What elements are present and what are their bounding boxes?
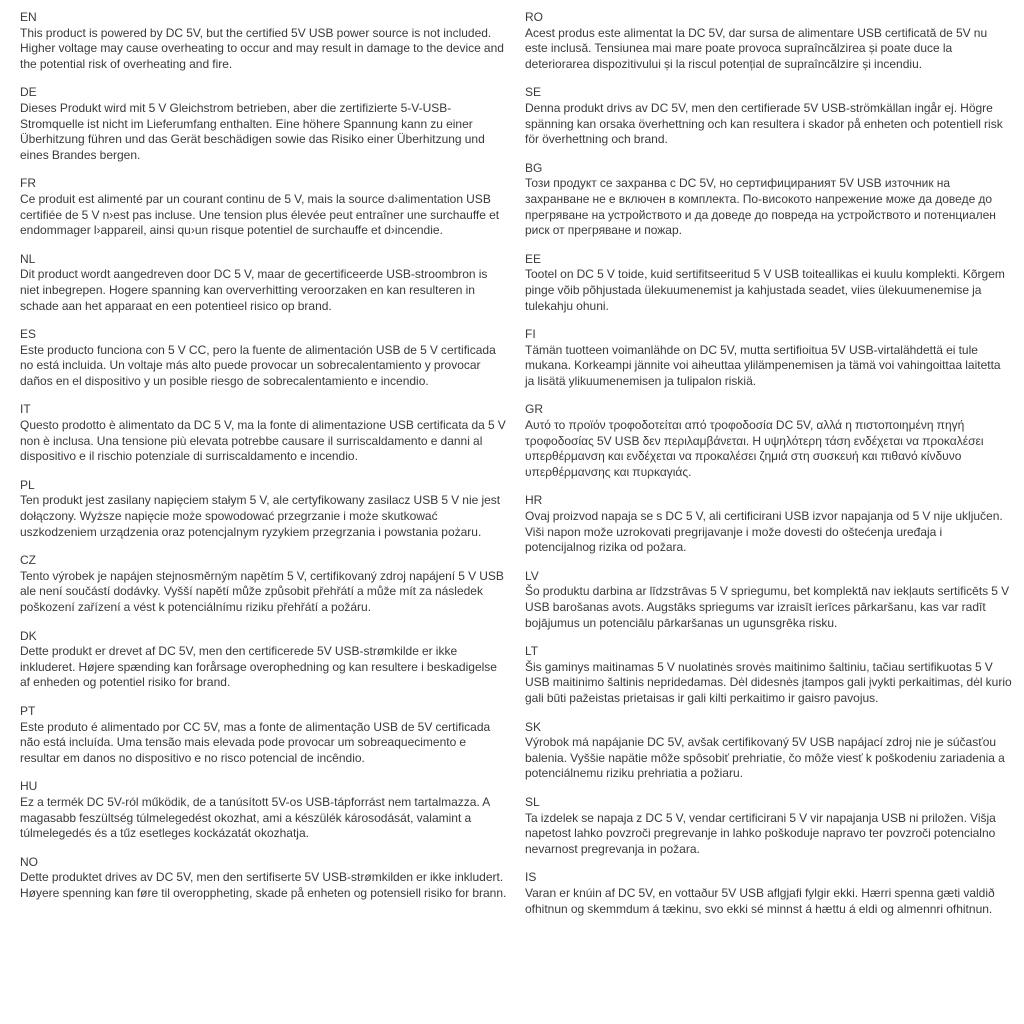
language-block-fr xyxy=(20,176,507,238)
language-paragraph: Dieses Produkt wird mit 5 V Gleichstrom betrieben, aber die zertifizierte 5-V-USB-Stromquelle ist nicht im Lieferumfang enthalten. Eine höhere Spannung kann zu einer Überhitzung führen und das Gerät beschädigen sowie das Risiko einer Überhitzung und eines Brandes bergen. xyxy=(20,100,485,162)
language-code-label: NO xyxy=(20,854,38,869)
language-block-hu xyxy=(20,779,507,841)
language-code-label: EN xyxy=(20,10,37,24)
language-paragraph: Denna produkt drivs av DC 5V, men den certifierade 5V USB-strömkällan ingår ej. Högre spänning kan orsaka överhettning och kan resultera i skador på enheten och potentiell risk för överhettning och brand. xyxy=(525,100,1003,147)
language-block-pt xyxy=(20,704,507,766)
language-paragraph: Dit product wordt aangedreven door DC 5 V, maar de gecertificeerde USB-stroombron is niet inbegrepen. Hogere spanning kan oververhitting veroorzaken en kan resulteren in schade aan het apparaat en een potentieel risico op brand. xyxy=(20,267,488,313)
language-paragraph: Ez a termék DC 5V-ról működik, de a tanúsított 5V-os USB-tápforrást nem tartalmazza. A magasabb feszültség túlmelegedést okozhat, ami a készülék károsodását, valamint a túlmelegedés és a tűz esetleges kockázatát okozhatja. xyxy=(20,794,490,841)
language-block-it xyxy=(20,402,507,464)
language-paragraph: Dette produkt er drevet af DC 5V, men den certificerede 5V USB-strømkilde er ikke inkluderet. Højere spænding kan forårsage overophedning og kan resultere i beskadigelse af enheden og potentiel risiko for brand. xyxy=(20,644,497,690)
language-code-label: HU xyxy=(20,779,38,794)
language-paragraph: Este produto é alimentado por CC 5V, mas a fonte de alimentação USB de 5V certificada não está incluída. Uma tensão mais elevada pode provocar um sobreaquecimento e resultar em danos no dispositivo e no risco potencial de incêndio. xyxy=(20,719,491,765)
language-code-label: ES xyxy=(20,327,37,342)
language-paragraph: Ce produit est alimenté par un courant continu de 5 V, mais la source d›alimentation USB certifiée de 5 V n›est pas incluse. Une tension plus élevée peut entraîner une surchauffe et endommager l›appareil, ainsi qu›un risque potentiel de surchauffe et d›incendie. xyxy=(20,191,500,238)
language-code-label: LV xyxy=(525,568,539,583)
language-code-label: FR xyxy=(20,176,36,191)
language-code-label: RO xyxy=(525,10,543,24)
language-block-dk xyxy=(20,629,507,691)
language-paragraph: Αυτό το προϊόν τροφοδοτείται από τροφοδοσία DC 5V, αλλά η πιστοποιημένη πηγή τροφοδοσίας 5V USB δεν περιλαμβάνεται. Η υψηλότερη τάση ενδέχεται να προκαλέσει υπερθέρμανση και ενδέχεται να προκαλέσει ζημιά στη συσκευή και πιθανό κίνδυνο υπερθέρμανσης και πυρκαγιάς. xyxy=(525,418,984,479)
language-paragraph: Ta izdelek se napaja z DC 5 V, vendar certificirani 5 V vir napajanja USB ni priložen. Višja napetost lahko povzroči pregrevanje in lahko poškoduje napravo ter povzroči potencialno nevarnost pregrevanja in požara. xyxy=(525,810,996,856)
language-code-label: GR xyxy=(525,402,543,417)
language-code-label: NL xyxy=(20,251,36,266)
language-code-label: SK xyxy=(525,719,542,734)
language-code-label: PL xyxy=(20,477,35,492)
language-paragraph: Tootel on DC 5 V toide, kuid sertifitseeritud 5 V USB toiteallikas ei kuulu komplekti. Kõrgem pinge võib põhjustada ülekuumenemist ja kahjustada seadet, viies ülekuumenemise ja tulekahju ohuni. xyxy=(525,267,1005,313)
language-code-label: DE xyxy=(20,85,37,100)
language-block-fi xyxy=(525,327,1012,389)
language-code-label: HR xyxy=(525,493,543,508)
language-paragraph: Questo prodotto è alimentato da DC 5 V, ma la fonte di alimentazione USB certificata da 5 V non è inclusa. Una tensione più elevata potrebbe causare il surriscaldamento e danni al dispositivo e il rischio potenziale di surriscaldamento e incendio. xyxy=(20,418,506,464)
language-block-de xyxy=(20,85,507,163)
language-paragraph: Varan er knúin af DC 5V, en vottaður 5V USB aflgjafi fylgir ekki. Hærri spenna gæti valdið ofhitnun og skemmdum á tækinu, svo ekki sé minnst á hættu á eldi og almennri ofhitnun. xyxy=(525,885,995,916)
language-block-es xyxy=(20,327,507,389)
language-code-label: LT xyxy=(525,644,539,659)
language-block-sk xyxy=(525,720,1012,782)
language-block-en xyxy=(20,10,507,72)
language-code-label: EE xyxy=(525,251,542,266)
language-block-pl xyxy=(20,478,507,540)
language-block-is xyxy=(525,870,1012,917)
language-paragraph: Acest produs este alimentat la DC 5V, dar sursa de alimentare USB certificată de 5V nu este inclusă. Tensiunea mai mare poate provoca supraîncălzirea și poate duce la deteriorarea dispozitivului și la riscul potențial de supraîncălzire și incendiu. xyxy=(525,25,988,71)
language-code-label: DK xyxy=(20,628,37,643)
language-paragraph: Ovaj proizvod napaja se s DC 5 V, ali certificirani USB izvor napajanja od 5 V nije uključen. Viši napon može uzrokovati pregrijavanje i može dovesti do oštećenja uređaja i potencijalnog rizika od požara. xyxy=(525,509,1003,555)
language-block-ee xyxy=(525,252,1012,314)
column-left xyxy=(20,10,507,930)
language-paragraph: Този продукт се захранва с DC 5V, но сертифицираният 5V USB източник на захранване не е включен в комплекта. По-високото напрежение може да доведе до прегряване на устройството и да доведе до повреда на устройството и потенциален риск от прегряване и пожар. xyxy=(525,176,996,238)
language-code-label: BG xyxy=(525,160,543,175)
language-code-label: SL xyxy=(525,794,540,809)
language-paragraph: Šo produktu darbina ar līdzstrāvas 5 V spriegumu, bet komplektā nav iekļauts sertificēts 5 V USB barošanas avots. Augstāks spriegums var izraisīt ierīces pārkaršanu, kas var radīt bojājumus un potenciālu pārkaršanas un ugunsgrēka risku. xyxy=(525,584,1010,630)
language-code-label: FI xyxy=(525,327,536,342)
language-block-no xyxy=(20,855,507,902)
language-block-nl xyxy=(20,252,507,314)
language-code-label: PT xyxy=(20,703,36,718)
language-code-label: SE xyxy=(525,85,542,100)
language-paragraph: Šis gaminys maitinamas 5 V nuolatinės srovės maitinimo šaltiniu, tačiau sertifikuotas 5 V USB maitinimo šaltinis nepridedamas. Dėl didesnės įtampos gali įvykti perkaitimas, dėl kurio gali būti pažeistas prietaisas ir gali kilti perkaitimo ir gaisro pavojus. xyxy=(525,659,1012,705)
language-block-gr xyxy=(525,402,1012,480)
language-block-sl xyxy=(525,795,1012,857)
language-code-label: IT xyxy=(20,402,31,417)
language-block-hr xyxy=(525,493,1012,555)
column-right xyxy=(525,10,1012,930)
language-block-bg xyxy=(525,161,1012,239)
language-code-label: IS xyxy=(525,870,537,885)
language-paragraph: Tento výrobek je napájen stejnosměrným napětím 5 V, certifikovaný zdroj napájení 5 V USB ale není součástí dodávky. Vyšší napětí může způsobit přehřátí a může mít za následek poškození zařízení a vést k potenciálnímu riziku přehřátí a požáru. xyxy=(20,568,504,614)
language-paragraph: Este producto funciona con 5 V CC, pero la fuente de alimentación USB de 5 V certificada no está incluida. Un voltaje más alto puede provocar un sobrecalentamiento y provocar daños en el dispositivo y un posible riesgo de sobrecalentamiento e incendio. xyxy=(20,342,496,388)
language-block-lv xyxy=(525,569,1012,631)
language-block-ro xyxy=(525,10,1012,72)
language-block-cz xyxy=(20,553,507,615)
language-block-lt xyxy=(525,644,1012,706)
language-paragraph: Výrobok má napájanie DC 5V, avšak certifikovaný 5V USB napájací zdroj nie je súčasťou balenia. Vyššie napätie môže spôsobiť prehriatie, čo môže viesť k poškodeniu zariadenia a potenciálnemu riziku prehriatia a požiaru. xyxy=(525,735,1005,781)
language-paragraph: This product is powered by DC 5V, but the certified 5V USB power source is not included. Higher voltage may cause overheating to occur and may result in damage to the device and the potential risk of overheating and fire. xyxy=(20,25,504,71)
language-code-label: CZ xyxy=(20,553,36,568)
language-block-se xyxy=(525,85,1012,147)
language-paragraph: Ten produkt jest zasilany napięciem stałym 5 V, ale certyfikowany zasilacz USB 5 V nie jest dołączony. Wyższe napięcie może spowodować przegrzanie i może skutkować uszkodzeniem urządzenia oraz potencjalnym ryzykiem przegrzania i powstania pożaru. xyxy=(20,493,501,539)
language-paragraph: Tämän tuotteen voimanlähde on DC 5V, mutta sertifioitua 5V USB-virtalähdettä ei tule mukana. Korkeampi jännite voi aiheuttaa ylilämpenemisen ja tämä voi vahingoittaa laitetta ja lisätä ylikuumenemisen ja tulipalon riskiä. xyxy=(525,342,1001,388)
language-paragraph: Dette produktet drives av DC 5V, men den sertifiserte 5V USB-strømkilden er ikke inkludert. Høyere spenning kan føre til overoppheting, skade på enheten og potensiell risiko for brann. xyxy=(20,870,507,900)
